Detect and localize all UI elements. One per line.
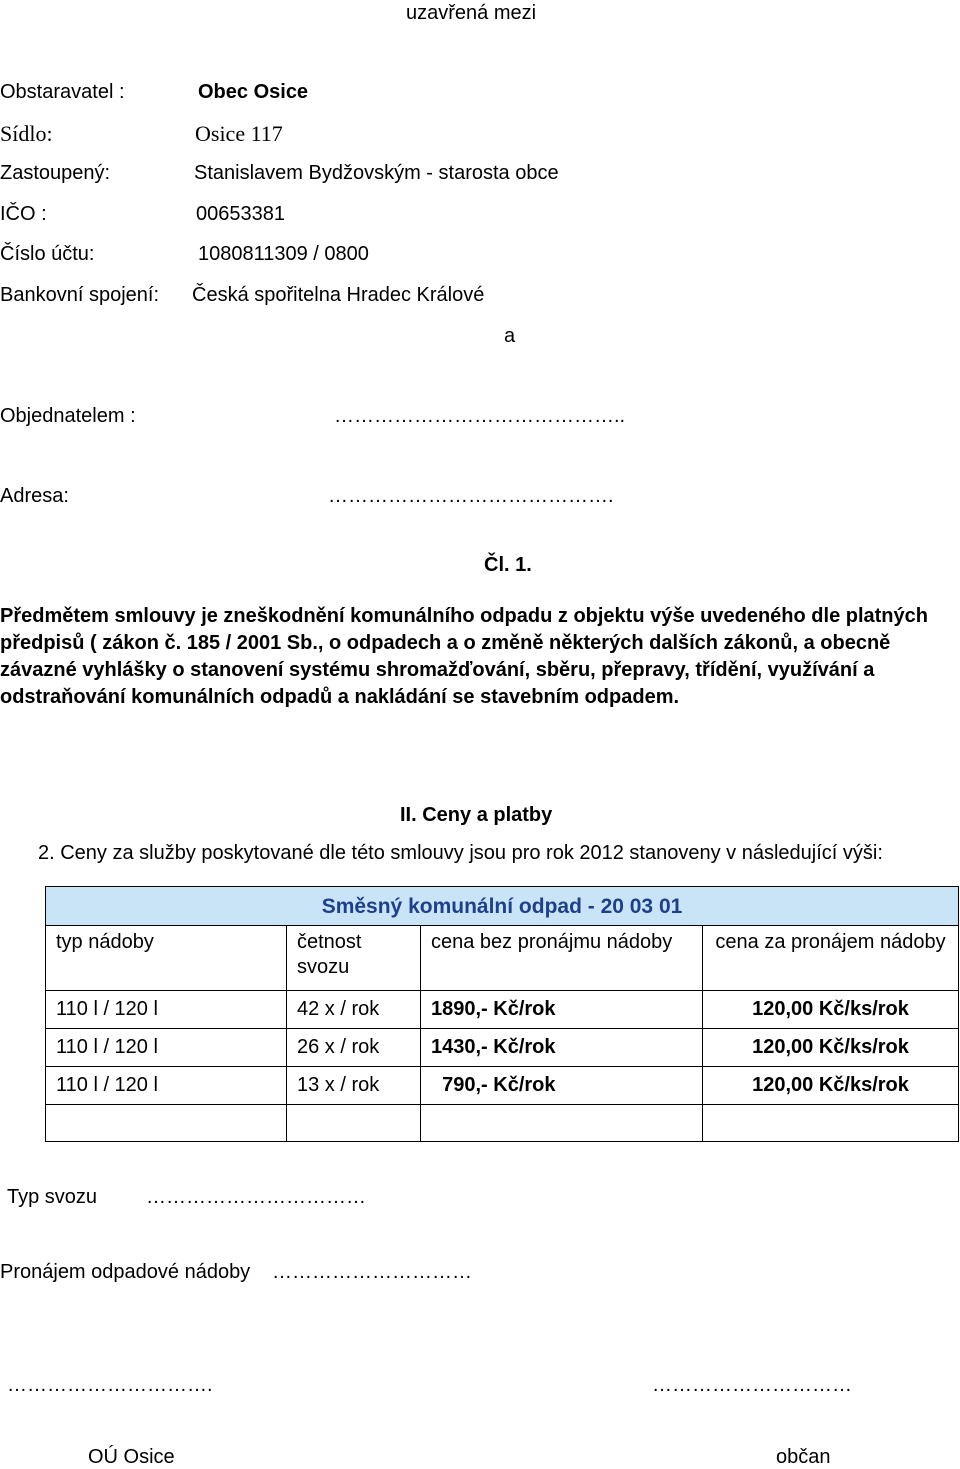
table-cell: 42 x / rok bbox=[287, 991, 421, 1029]
bank-value: Česká spořitelna Hradec Králové bbox=[192, 284, 485, 306]
customer-value: …………………………………….. bbox=[334, 405, 626, 427]
account-label: Číslo účtu: bbox=[0, 243, 95, 265]
table-cell: 13 x / rok bbox=[287, 1067, 421, 1105]
article2-intro: 2. Ceny za služby poskytované dle této smlouvy jsou pro rok 2012 stanoveny v následující výši: bbox=[38, 842, 883, 864]
represented-label: Zastoupený: bbox=[0, 162, 111, 184]
table-cell: 110 l / 120 l bbox=[46, 991, 287, 1029]
seat-label: Sídlo: bbox=[0, 121, 53, 146]
customer-label: Objednatelem : bbox=[0, 405, 136, 427]
signature-left-label: OÚ Osice bbox=[88, 1446, 175, 1468]
signature-right-label: občan bbox=[776, 1446, 831, 1468]
table-cell: 120,00 Kč/ks/rok bbox=[703, 991, 959, 1029]
table-cell: 120,00 Kč/ks/rok bbox=[703, 1029, 959, 1067]
address-value: ……………………………………. bbox=[328, 485, 614, 507]
provider-label: Obstaravatel : bbox=[0, 81, 125, 103]
header-cell: četnost svozu bbox=[287, 926, 421, 991]
pickup-type-value: …………………………… bbox=[146, 1186, 366, 1208]
seat-value: Osice 117 bbox=[195, 121, 283, 146]
address-label: Adresa: bbox=[0, 485, 69, 507]
account-value: 1080811309 / 0800 bbox=[198, 243, 369, 265]
table-cell: 120,00 Kč/ks/rok bbox=[703, 1067, 959, 1105]
table-cell: 110 l / 120 l bbox=[46, 1029, 287, 1067]
table-cell: 110 l / 120 l bbox=[46, 1067, 287, 1105]
table-cell bbox=[421, 1105, 703, 1142]
ico-label: IČO : bbox=[0, 203, 47, 225]
ico-value: 00653381 bbox=[196, 203, 285, 225]
bank-label: Bankovní spojení: bbox=[0, 284, 159, 306]
table-row bbox=[46, 1029, 959, 1067]
header-title: uzavřená mezi bbox=[406, 2, 537, 24]
header-cell: cena za pronájem nádoby bbox=[703, 926, 959, 991]
table-cell: 790,- Kč/rok bbox=[421, 1067, 703, 1105]
table-row bbox=[46, 1067, 959, 1105]
table-title: Směsný komunální odpad - 20 03 01 bbox=[46, 887, 959, 926]
price-table bbox=[45, 886, 959, 1142]
conjunction: a bbox=[504, 325, 516, 347]
table-row-empty bbox=[46, 1105, 959, 1142]
article1-text: Předmětem smlouvy je zneškodnění komunálního odpadu z objektu výše uvedeného dle platných předpisů ( zákon č. 185 / 2001 Sb., o odpadech a o změně některých dalších zákonů, a obecně závazné vyhlášky o stanovení systému shromažďování, sběru, přepravy, třídění, využívání a odstraňování komunálních odpadů a nakládání se stavebním odpadem. bbox=[0, 605, 928, 708]
table-cell bbox=[287, 1105, 421, 1142]
pickup-type-label: Typ svozu bbox=[7, 1186, 98, 1208]
rental-label: Pronájem odpadové nádoby bbox=[0, 1261, 251, 1283]
table-cell: 26 x / rok bbox=[287, 1029, 421, 1067]
represented-value: Stanislavem Bydžovským - starosta obce bbox=[194, 162, 559, 184]
table-row bbox=[46, 991, 959, 1029]
header-cell: cena bez pronájmu nádoby bbox=[421, 926, 703, 991]
signature-line-right: ………………………… bbox=[652, 1374, 852, 1396]
rental-value: ………………………… bbox=[272, 1261, 472, 1283]
provider-value: Obec Osice bbox=[198, 81, 309, 103]
table-cell: 1890,- Kč/rok bbox=[421, 991, 703, 1029]
header-cell: typ nádoby bbox=[46, 926, 287, 991]
signature-line-left: …………………………. bbox=[7, 1374, 213, 1396]
table-title-row bbox=[46, 887, 959, 926]
table-cell: 1430,- Kč/rok bbox=[421, 1029, 703, 1067]
table-cell bbox=[703, 1105, 959, 1142]
table-header-row bbox=[46, 926, 959, 991]
table-cell bbox=[46, 1105, 287, 1142]
article2-heading: II. Ceny a platby bbox=[400, 804, 553, 826]
article1-heading: Čl. 1. bbox=[484, 554, 532, 576]
